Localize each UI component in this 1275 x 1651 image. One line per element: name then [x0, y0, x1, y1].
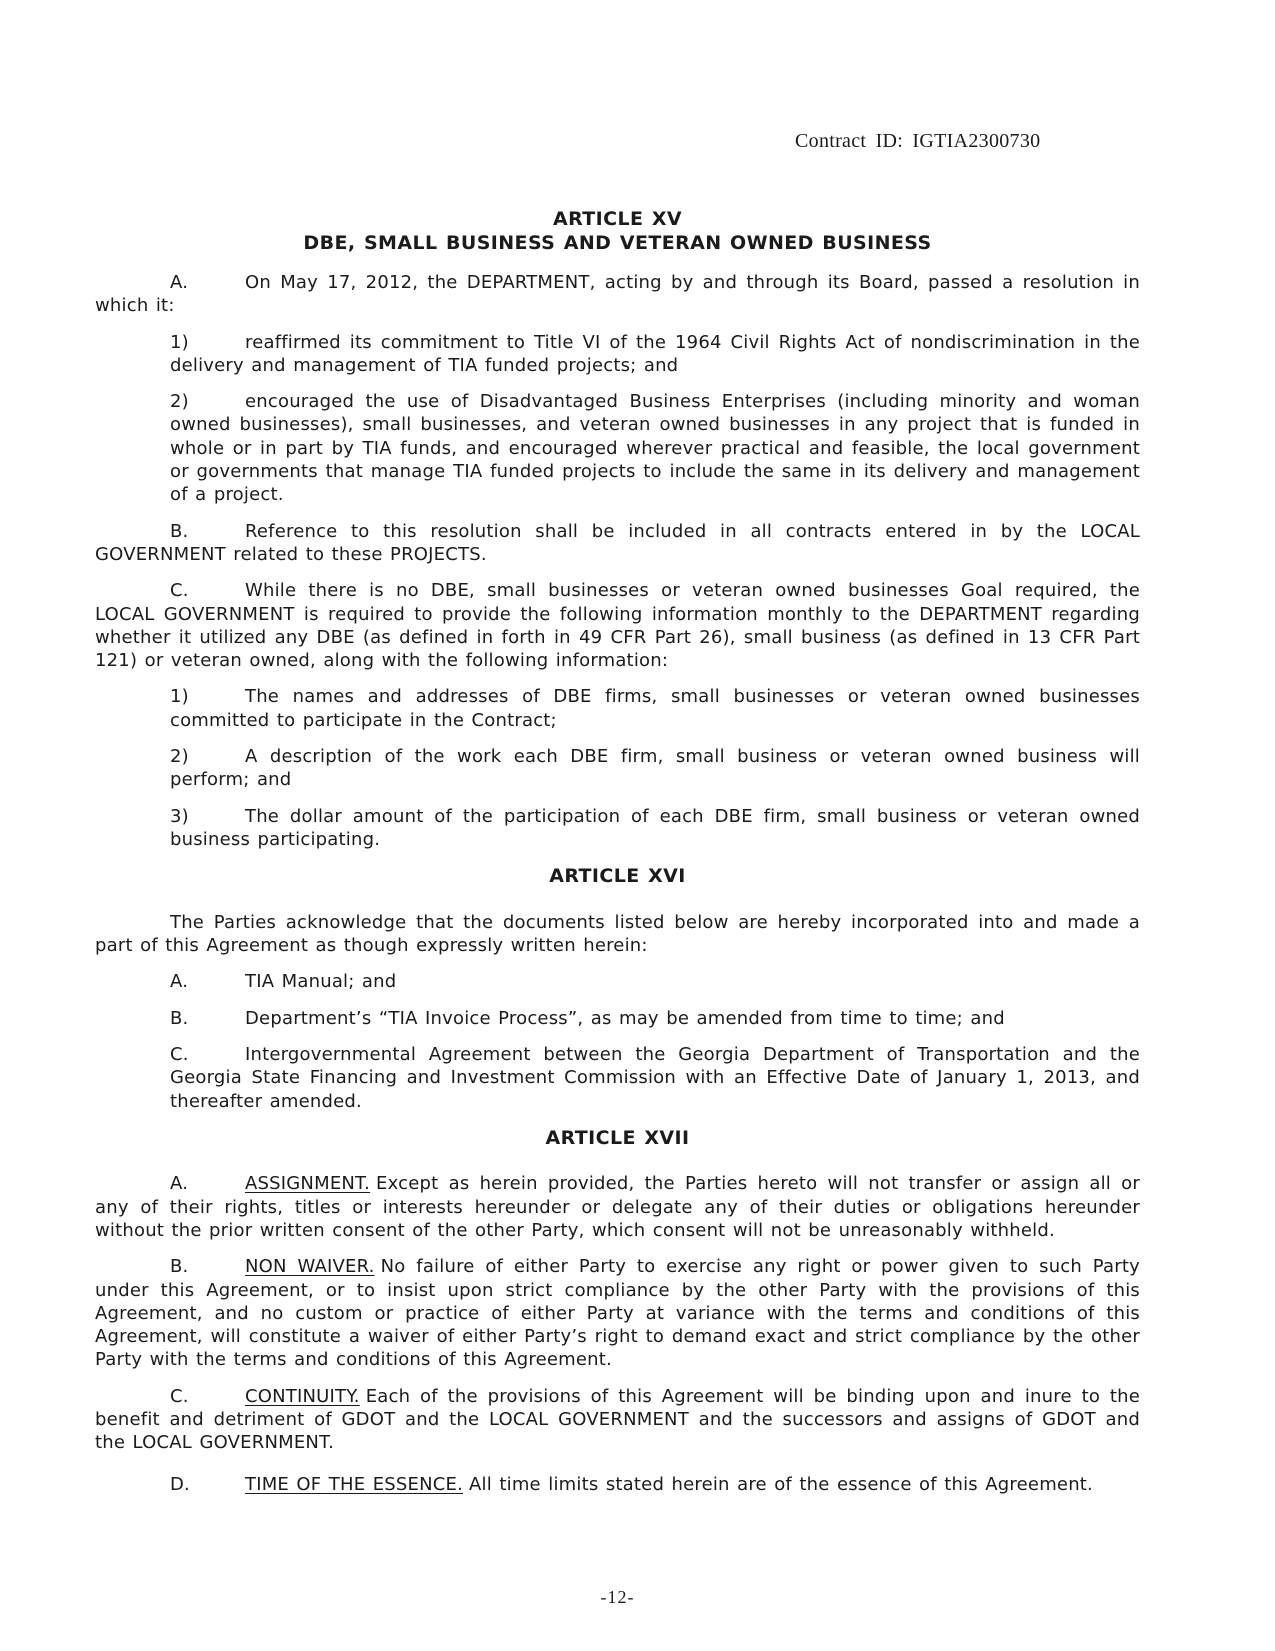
- list-item-label: 2): [170, 746, 189, 768]
- clause-text: Except as herein provided, the Parties hereto will not transfer or assign all or any of their rights, titles or interests hereunder or delegate any of their duties or obligations hereunder without the prior written consent of the other Party, which consent will not be unreasonably withheld.: [95, 1173, 1140, 1241]
- list-item-label: A.: [170, 971, 189, 993]
- clause-text: On May 17, 2012, the DEPARTMENT, acting by and through its Board, passed a resolution in which it:: [95, 272, 1140, 317]
- clause-term-underlined: TIME OF THE ESSENCE.: [245, 1473, 464, 1495]
- list-item-text: The dollar amount of the participation of each DBE firm, small business or veteran owned business participating.: [170, 805, 1140, 850]
- list-item-xv-2: [170, 390, 1140, 506]
- clause-label: A.: [170, 272, 189, 293]
- contract-id: Contract ID: IGTIA2300730: [795, 130, 1041, 152]
- article-xvi-heading: ARTICLE XVI: [549, 865, 686, 888]
- list-item-label: 1): [170, 331, 189, 353]
- clause-term-underlined: NON WAIVER.: [245, 1256, 375, 1278]
- list-item-text: The names and addresses of DBE firms, small businesses or veteran owned businesses committed to participate in the Contract;: [170, 686, 1140, 731]
- clause-label: D.: [170, 1473, 190, 1495]
- clause-continuity: [95, 1385, 1140, 1455]
- clause-term-underlined: CONTINUITY.: [245, 1385, 360, 1407]
- clause-label: B.: [170, 1256, 189, 1278]
- list-item-label: 1): [170, 686, 189, 708]
- intro-text: The Parties acknowledge that the documents listed below are hereby incorporated into and made a part of this Agreement as though expressly written herein:: [95, 911, 1140, 957]
- clause-non-waiver: [95, 1255, 1140, 1371]
- list-item-xvi-c: [170, 1043, 1140, 1113]
- list-item-label: B.: [170, 1007, 189, 1029]
- clause-xv-a: [95, 271, 1140, 318]
- list-item-text: reaffirmed its commitment to Title VI of the 1964 Civil Rights Act of nondiscrimination in the delivery and management of TIA funded projects; and: [170, 331, 1140, 376]
- article-xvi-intro: [95, 911, 1140, 958]
- clause-text: Each of the provisions of this Agreement will be binding upon and inure to the benefit and detriment of GDOT and the LOCAL GOVERNMENT and the successors and assigns of GDOT and the LOCAL GOVERNMENT.: [95, 1385, 1140, 1454]
- list-item-text: encouraged the use of Disadvantaged Business Enterprises (including minority and woman owned businesses), small businesses, and veteran owned businesses in any project that is funded in whole or in part by TIA funds, and encouraged wherever practical and feasible, the local government or governments that manage TIA funded projects to include the same in its delivery and management of a project.: [170, 391, 1140, 506]
- list-item-xvi-b: [170, 1007, 1140, 1030]
- clause-xv-b: [95, 520, 1140, 567]
- list-item-text: A description of the work each DBE firm, small business or veteran owned business will perform; and: [170, 746, 1140, 791]
- clause-text: No failure of either Party to exercise any right or power given to such Party under this Agreement, or to insist upon strict compliance by the other Party with the provisions of this Agreement, and no custom or practice of either Party at variance with the terms and conditions of this Agreement, will constitute a waiver of either Party’s right to demand exact and strict compliance by the other Party with the terms and conditions of this Agreement.: [95, 1256, 1140, 1371]
- list-item-label: 3): [170, 805, 189, 827]
- page-number: -12-: [600, 1587, 635, 1607]
- list-item-xv-c1: [170, 685, 1140, 732]
- list-item-text: Intergovernmental Agreement between the Georgia Department of Transportation and the Georgia State Financing and Investment Commission with an Effective Date of January 1, 2013, and thereafter amended.: [170, 1043, 1140, 1112]
- clause-label: C.: [170, 580, 189, 602]
- list-item-xvi-a: [170, 970, 1140, 993]
- list-item-text: TIA Manual; and: [245, 971, 397, 993]
- clause-text: Reference to this resolution shall be included in all contracts entered in by the LOCAL GOVERNMENT related to these PROJECTS.: [95, 520, 1140, 565]
- clause-term-underlined: ASSIGNMENT.: [245, 1173, 371, 1195]
- article-xv-heading: [95, 208, 1140, 255]
- article-xvii-heading: ARTICLE XVII: [545, 1126, 690, 1149]
- clause-xv-c: [95, 579, 1140, 672]
- list-item-label: C.: [170, 1043, 189, 1065]
- clause-text: While there is no DBE, small businesses or veteran owned businesses Goal required, the LOCAL GOVERNMENT is required to provide the following information monthly to the DEPARTMENT regarding whether it utilized any DBE (as defined in forth in 49 CFR Part 26), small business (as defined in 13 CFR Part 121) or veteran owned, along with the following information:: [95, 580, 1140, 672]
- clause-label: A.: [170, 1173, 189, 1195]
- list-item-xv-c3: [170, 805, 1140, 852]
- clause-time-of-the-essence: [95, 1473, 1140, 1496]
- clause-assignment: [95, 1172, 1140, 1242]
- list-item-xv-1: [170, 331, 1140, 378]
- list-item-xv-c2: [170, 745, 1140, 792]
- clause-label: B.: [170, 520, 189, 542]
- article-xv-title: ARTICLE XV: [552, 208, 682, 230]
- page-content: [95, 0, 1140, 1496]
- list-item-text: Department’s “TIA Invoice Process”, as may be amended from time to time; and: [245, 1007, 1005, 1029]
- clause-label: C.: [170, 1385, 189, 1407]
- article-xv-subtitle: DBE, SMALL BUSINESS AND VETERAN OWNED BUSINESS: [303, 231, 932, 254]
- clause-text: All time limits stated herein are of the essence of this Agreement.: [469, 1473, 1093, 1495]
- list-item-label: 2): [170, 391, 189, 413]
